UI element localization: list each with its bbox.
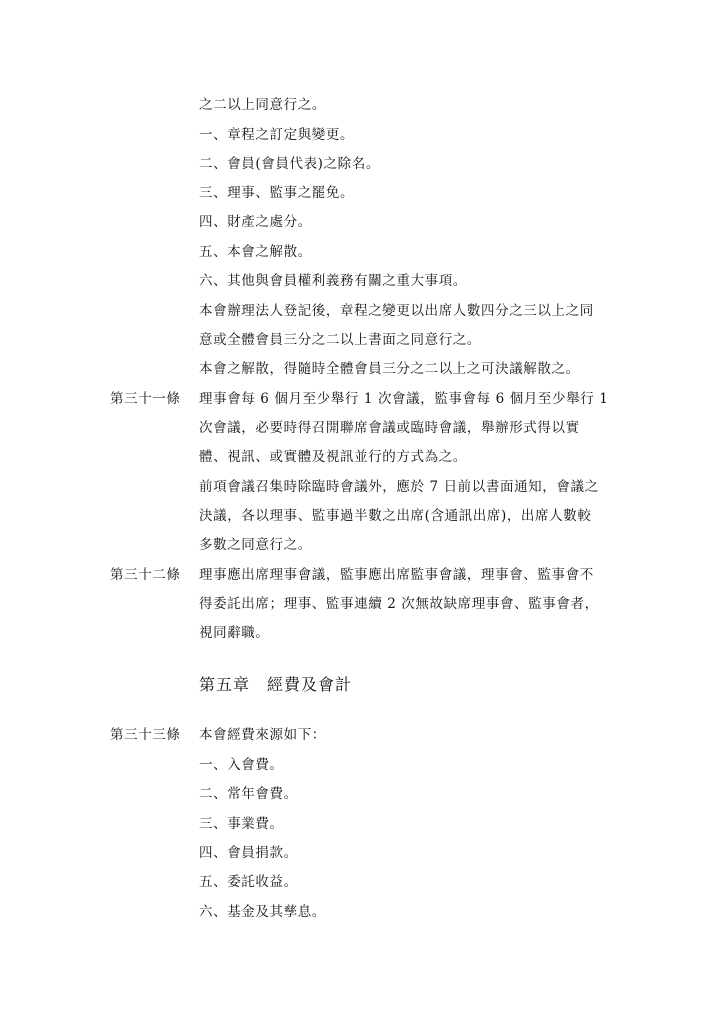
article-33-item: 二、常年會費。	[199, 786, 298, 802]
paragraph-line: 本會之解散，得隨時全體會員三分之二以上之可決議解散之。	[199, 361, 580, 377]
article-31-line: 次會議，必要時得召開聯席會議或臨時會議，舉辦形式得以實	[199, 420, 580, 436]
article-33-item: 六、基金及其孳息。	[199, 904, 326, 920]
paragraph-line: 本會辦理法人登記後，章程之變更以出席人數四分之三以上之同	[199, 303, 594, 319]
paragraph-line: 意或全體會員三分之二以上書面之同意行之。	[199, 332, 481, 348]
article-33-item: 三、事業費。	[199, 816, 284, 832]
item-6: 六、其他與會員權利義務有關之重大事項。	[199, 273, 467, 289]
continuation-line-1: 之二以上同意行之。	[199, 97, 326, 113]
article-32-line: 得委託出席；理事、監事連續 2 次無故缺席理事會、監事會者，	[199, 596, 599, 612]
article-32-label: 第三十二條	[110, 567, 181, 583]
item-1: 一、章程之訂定與變更。	[199, 127, 355, 143]
article-33-item: 一、入會費。	[199, 757, 284, 773]
article-32-line: 理事應出席理事會議，監事應出席監事會議，理事會、監事會不	[199, 567, 594, 583]
item-5: 五、本會之解散。	[199, 244, 312, 260]
article-33-line: 本會經費來源如下：	[199, 727, 326, 743]
item-2: 二、會員(會員代表)之除名。	[199, 156, 380, 172]
article-31-line: 體、視訊、或實體及視訊並行的方式為之。	[199, 449, 467, 465]
article-31-line: 理事會每 6 個月至少舉行 1 次會議，監事會每 6 個月至少舉行 1	[199, 391, 609, 407]
item-3: 三、理事、監事之罷免。	[199, 185, 355, 201]
article-33-item: 五、委託收益。	[199, 874, 298, 890]
article-31-line: 決議，各以理事、監事過半數之出席(含通訊出席)，出席人數較	[199, 508, 592, 524]
article-31-label: 第三十一條	[110, 391, 181, 407]
article-32-line: 視同辭職。	[199, 625, 270, 641]
chapter-heading: 第五章 經費及會計	[199, 675, 353, 694]
article-31-line: 多數之同意行之。	[199, 537, 312, 553]
article-33-label: 第三十三條	[110, 727, 181, 743]
item-4: 四、財產之處分。	[199, 214, 312, 230]
article-31-line: 前項會議召集時除臨時會議外，應於 7 日前以書面通知，會議之	[199, 479, 599, 495]
article-33-item: 四、會員捐款。	[199, 845, 298, 861]
